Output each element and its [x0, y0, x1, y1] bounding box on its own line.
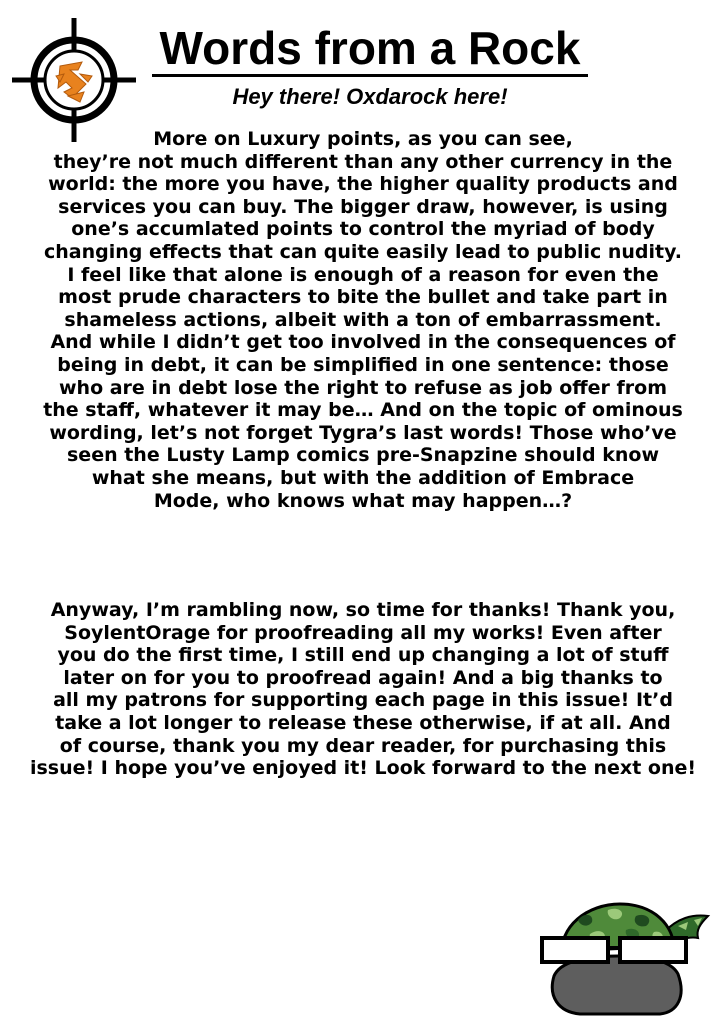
text-line: what she means, but with the addition of Embrace [91, 466, 635, 489]
text-line: I feel like that alone is enough of a reason for even the [67, 263, 659, 286]
rock-mascot-icon [528, 896, 714, 1018]
text-line: they’re not much different than any other currency in the [53, 150, 673, 173]
title-underline [152, 74, 588, 77]
paragraph-luxury-points [0, 128, 726, 512]
page-title: Words from a Rock [159, 22, 581, 74]
page-subtitle: Hey there! Oxdarock here! [232, 84, 508, 109]
text-line: you do the first time, I still end up changing a lot of stuff [57, 644, 669, 667]
text-line: all my patrons for supporting each page in this issue! It’d [53, 689, 673, 712]
text-line: world: the more you have, the higher quality products and [48, 173, 678, 196]
text-line: issue! I hope you’ve enjoyed it! Look forward to the next one! [29, 757, 697, 780]
text-line: changing effects that can quite easily lead to public nudity. [44, 240, 682, 263]
text-line: More on Luxury points, as you can see, [153, 128, 573, 150]
text-line: who are in debt lose the right to refuse as job offer from [58, 376, 667, 399]
text-line: one’s accumlated points to control the myriad of body [71, 218, 655, 241]
text-line: of course, thank you my dear reader, for purchasing this [59, 734, 667, 757]
text-line: the staff, whatever it may be… And on the topic of ominous [43, 399, 683, 422]
text-line: seen the Lusty Lamp comics pre-Snapzine should know [67, 444, 659, 467]
text-line: Mode, who knows what may happen…? [153, 489, 573, 512]
text-line: Anyway, I’m rambling now, so time for thanks! Thank you, [50, 599, 676, 621]
paragraph-thanks [0, 599, 726, 780]
text-line: And while I didn’t get too involved in the consequences of [50, 331, 676, 354]
text-line: services you can buy. The bigger draw, however, is using [58, 195, 668, 218]
text-line: take a lot longer to release these otherwise, if at all. And [55, 711, 671, 734]
text-line: later on for you to proofread again! And a big thanks to [63, 666, 663, 689]
crosshair-logo-icon [12, 18, 136, 142]
text-line: being in debt, it can be simplified in one sentence: those [57, 353, 669, 376]
text-line: wording, let’s not forget Tygra’s last words! Those who’ve [49, 421, 677, 444]
text-line: most prude characters to bite the bullet and take part in [58, 286, 668, 309]
text-line: SoylentOrage for proofreading all my works! Even after [64, 621, 662, 644]
text-line: shameless actions, albeit with a ton of embarrassment. [64, 308, 662, 331]
